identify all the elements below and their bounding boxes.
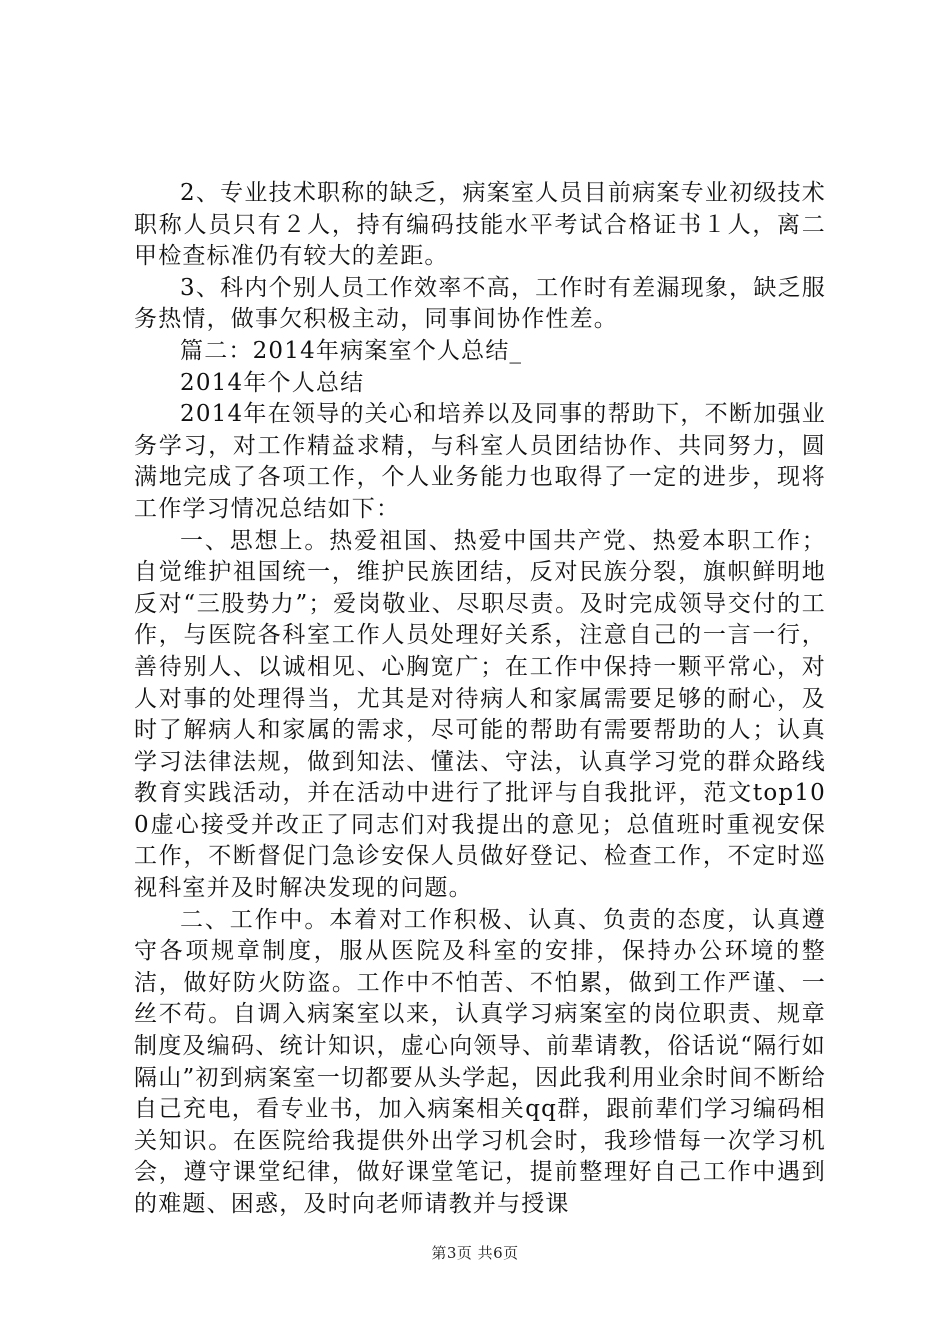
paragraph-item-2: 2、专业技术职称的缺乏，病案室人员目前病案专业初级技术职称人员只有２人，持有编码技能水平考试合格证书１人，离二甲检查标准仍有较大的差距。 <box>134 180 826 270</box>
summary-title: 2014年个人总结 <box>180 369 365 396</box>
page-number-footer: 第3页 共6页 <box>431 1244 519 1262</box>
paragraph-work: 二、工作中。本着对工作积极、认真、负责的态度，认真遵守各项规章制度，服从医院及科室的安排，保持办公环境的整洁，做好防火防盗。工作中不怕苦、不怕累，做到工作严谨、一丝不苟。自调入病案室以来，认真学习病案室的岗位职责、规章制度及编码、统计知识，虚心向领导、前辈请教，俗话说“隔行如隔山”初到病案室一切都要从头学起，因此我利用业余时间不断给自己充电，看专业书，加入病案相关qq群，跟前辈们学习编码相关知识。在医院给我提供外出学习机会时，我珍惜每一次学习机会，遵守课堂纪律，做好课堂笔记，提前整理好自己工作中遇到的难题、困惑，及时向老师请教并与授课 <box>134 906 826 1217</box>
intro-paragraph: 2014年在领导的关心和培养以及同事的帮助下，不断加强业务学习，对工作精益求精，与科室人员团结协作、共同努力，圆满地完成了各项工作，个人业务能力也取得了一定的进步，现将工作学习情况总结如下： <box>134 401 826 522</box>
section-title-part-two: 篇二：2014年病案室个人总结_ <box>180 337 523 364</box>
paragraph-item-3: 3、科内个别人员工作效率不高，工作时有差漏现象，缺乏服务热情，做事欠积极主动，同事间协作性差。 <box>134 274 826 333</box>
document-body <box>134 178 826 1221</box>
paragraph-ideology: 一、思想上。热爱祖国、热爱中国共产党、热爱本职工作；自觉维护祖国统一，维护民族团结，反对民族分裂，旗帜鲜明地反对“三股势力”；爱岗敬业、尽职尽责。及时完成领导交付的工作，与医院各科室工作人员处理好关系，注意自己的一言一行，善待别人、以诚相见、心胸宽广；在工作中保持一颗平常心，对人对事的处理得当，尤其是对待病人和家属需要足够的耐心，及时了解病人和家属的需求，尽可能的帮助有需要帮助的人；认真学习法律法规，做到知法、懂法、守法，认真学习党的群众路线教育实践活动，并在活动中进行了批评与自我批评，范文top100虚心接受并改正了同志们对我提出的意见；总值班时重视安保工作，不断督促门急诊安保人员做好登记、检查工作，不定时巡视科室并及时解决发现的问题。 <box>134 527 826 902</box>
